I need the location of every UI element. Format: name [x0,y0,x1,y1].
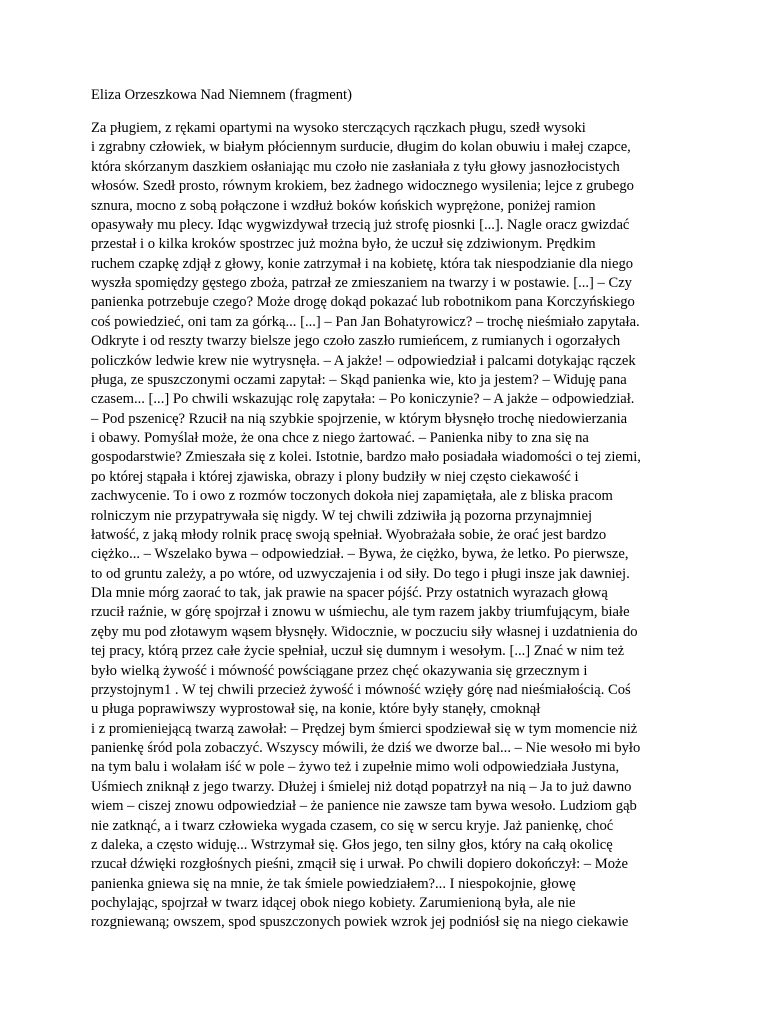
text-line: Uśmiech zniknął z jego twarzy. Dłużej i śmielej niż dotąd popatrzył na nią – Ja to już dawno [91,778,632,795]
text-line: ciężko... – Wszelako bywa – odpowiedział. – Bywa, że ciężko, bywa, że letko. Po pierwsze, [91,546,629,563]
document-body [91,119,691,933]
text-line: włosów. Szedł prosto, równym krokiem, bez żadnego widocznego wysilenia; lejce z grubego [91,178,634,195]
text-line: wyszła spomiędzy gęstego zboża, patrzał ze zmieszaniem na twarzy i w postawie. [...] – Czy [91,275,632,291]
text-line: łatwość, z jaką młody rolnik pracę swoją spełniał. Wyobrażała sobie, że orać jest bardzo [91,526,607,543]
text-line: Odkryte i od reszty twarzy bielsze jego czoło zaszło rumieńcem, z rumianych i ogorzałych [91,333,621,350]
text-line: coś powiedzieć, oni tam za górką... [...] – Pan Jan Bohatyrowicz? – trochę nieśmiało zapytała. [91,313,640,330]
text-line: przystojnym1 . W tej chwili przecież żywość i mówność wzięły górę nad nieśmiałością. Coś [91,681,631,698]
text-line: panienka potrzebuje czego? Może drogę dokąd pokazać lub robotnikom pana Korczyńskiego [91,294,635,311]
text-line: Dla mnie mórg zaorać to tak, jak prawie na spacer pójść. Przy ostatnich wyrazach głową [91,585,608,601]
text-line: która skórzanym daszkiem osłaniając mu czoło nie zasłaniała z tyłu głowy jasnozłocistych [91,158,620,175]
text-line: z daleka, a często widuję... Wstrzymał się. Głos jego, ten silny głos, który na całą okolicę [91,836,613,853]
text-line: sznura, mocno z sobą połączone i wzdłuż boków końskich wyprężone, poniżej ramion [91,197,596,214]
text-line: było wielką żywość i mówność powściągane przez chęć okazywania się grzecznym i [91,662,588,679]
text-line: gospodarstwie? Zmieszała się z kolei. Istotnie, bardzo mało posiadała wiadomości o tej ziemi, [91,449,641,466]
text-line: policzków ledwie krew nie wytrysnęła. – A jakże! – odpowiedział i palcami dotykając rączek [91,352,636,369]
text-line: zachwycenie. To i owo z rozmów toczonych dokoła niej zapamiętała, ale z bliska pracom [91,488,613,505]
text-line: tej pracy, którą przez całe życie spełniał, uczuł się dumnym i wesołym. [...] Znać w nim też [91,643,625,660]
text-line: pochylając, spojrzał w twarz idącej obok niego kobiety. Zarumienioną była, ale nie [91,895,576,911]
text-line: ruchem czapkę zdjął z głowy, konie zatrzymał i na kobietę, która tak niespodzianie dla niego [91,255,634,272]
text-line: – Pod pszenicę? Rzucił na nią szybkie spojrzenie, w którym błysnęło trochę niedowierzania [91,410,628,427]
document-title: Eliza Orzeszkowa Nad Niemnem (fragment) [91,87,352,103]
text-line: po której stąpała i której zjawiska, obrazy i plony budziły w niej często ciekawość i [91,468,579,485]
text-line: zęby mu pod złotawym wąsem błysnęły. Widocznie, w poczuciu siły własnej i uzdatnienia do [91,623,638,640]
text-line: i zgrabny człowiek, w białym płóciennym surducie, długim do kolan obuwiu i małej czapce, [91,139,631,156]
text-line: wiem – ciszej znowu odpowiedział – że panience nie zawsze tam bywa wesoło. Ludziom gąb [91,798,637,815]
text-line: panienka gniewa się na mnie, że tak śmiele powiedziałem?... I niespokojnie, głowę [91,875,576,892]
text-line: i z promieniejącą twarzą zawołał: – Prędzej bym śmierci spodziewał się w tym momencie niż [91,720,638,737]
text-line: rolniczym nie przypatrywała się nigdy. W tej chwili zdziwiła ją pozorna przynajmniej [91,507,593,524]
text-line: pługa, ze spuszczonymi oczami zapytał: – Skąd panienka wie, kto ja jestem? – Widuję pana [91,371,627,388]
text-line: opasywały mu plecy. Idąc wygwizdywał trzecią już strofę piosnki [...]. Nagle oracz gwizdać [91,216,630,233]
text-line: i obawy. Pomyślał może, że ona chce z niego żartować. – Panienka niby to zna się na [91,430,589,446]
text-line: przestał i o kilka kroków spostrzec już można było, że uczuł się zdziwionym. Prędkim [91,236,596,253]
text-line: czasem... [...] Po chwili wskazując rolę zapytała: – Po koniczynie? – A jakże – odpowiedział. [91,391,635,408]
text-line: to od gruntu zależy, a po wtóre, od uzwyczajenia i od siły. Do tego i pługi insze jak dawniej. [91,565,630,582]
text-line: nie zatknąć, a i twarz człowieka wygada czasem, co się w sercu kryje. Jaż panienkę, choć [91,817,614,834]
text-line: rzucił raźnie, w górę spojrzał i znowu w uśmiechu, ale tym razem jakby triumfującym, białe [91,604,630,621]
text-line: Za pługiem, z rękami opartymi na wysoko sterczących rączkach pługu, szedł wysoki [91,120,586,136]
text-line: u pługa poprawiwszy wyprostował się, na konie, które były stanęły, cmoknął [91,701,541,718]
text-line: na tym balu i wolałam iść w pole – żywo też i zupełnie mimo woli odpowiedziała Justyna, [91,759,620,776]
text-line: rzucał dźwięki rozgłośnych pieśni, zmącił się i urwał. Po chwili dopiero dokończył: – Może [91,856,628,873]
text-line: rozgniewaną; owszem, spod spuszczonych powiek wzrok jej podniósł się na niego ciekawie [91,914,629,931]
text-line: panienkę śród pola zobaczyć. Wszyscy mówili, że dziś we dworze bal... – Nie wesoło mi było [91,740,641,756]
